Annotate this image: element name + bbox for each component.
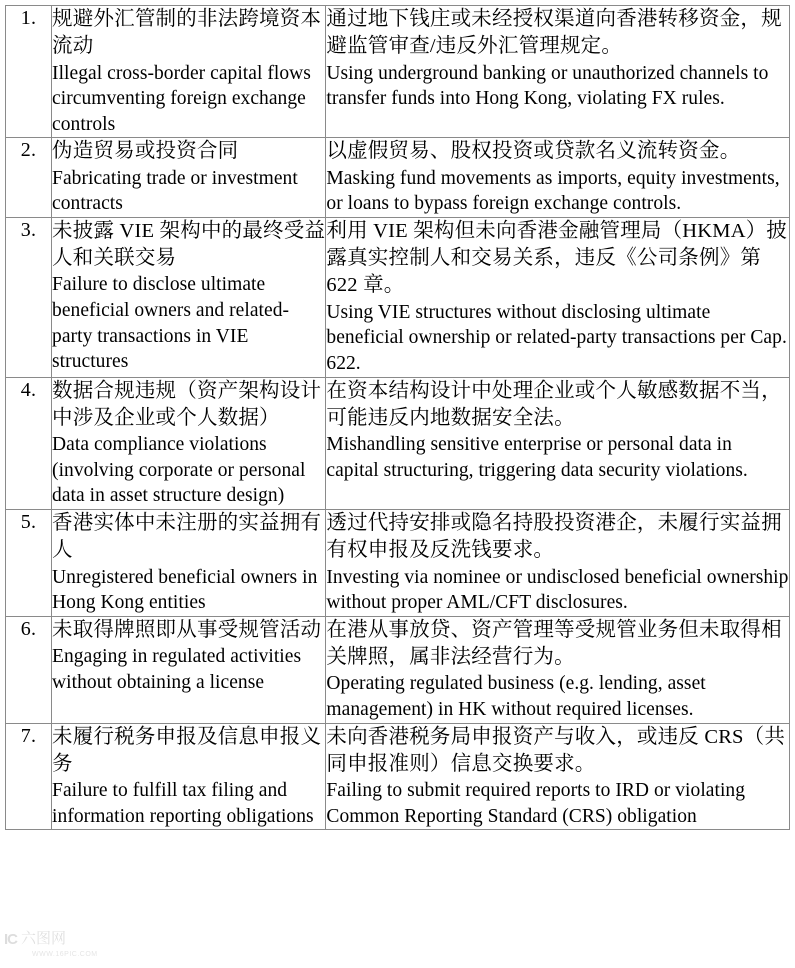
compliance-risk-table (5, 5, 794, 830)
table-body (6, 6, 794, 830)
description-chinese: 以虚假贸易、股权投资或贷款名义流转资金。 (326, 140, 741, 163)
description-cell (326, 616, 790, 723)
row-number-cell (6, 616, 52, 723)
risk-item-chinese: 未取得牌照即从事受规管活动 (52, 618, 322, 641)
row-number-cell (6, 723, 52, 830)
risk-item-chinese: 数据合规违规（资产架构设计中涉及企业或个人数据） (52, 379, 322, 429)
risk-table-container (5, 5, 794, 830)
description-chinese: 利用 VIE 架构但未向香港金融管理局（HKMA）披露真实控制人和交易关系，违反《公司条例》第 622 章。 (326, 219, 788, 297)
description-chinese: 通过地下钱庄或未经授权渠道向香港转移资金，规避监管审查/违反外汇管理规定。 (326, 8, 782, 58)
risk-item-cell (52, 510, 326, 617)
table-row (6, 510, 790, 617)
risk-item-chinese: 规避外汇管制的非法跨境资本流动 (52, 8, 322, 58)
description-cell (326, 6, 790, 138)
row-number-cell (6, 217, 52, 377)
description-chinese: 未向香港税务局申报资产与收入，或违反 CRS（共同申报准则）信息交换要求。 (326, 725, 786, 775)
row-number: 4. (20, 378, 37, 401)
risk-item-cell (52, 377, 326, 509)
risk-item-english: Failure to disclose ultimate beneficial owners and related-party transactions in VIE structures (52, 274, 290, 373)
row-number: 3. (20, 218, 37, 241)
row-number-cell (6, 377, 52, 509)
row-number-cell (6, 138, 52, 218)
watermark-site-url: WWW.16PIC.COM (32, 951, 98, 958)
row-number: 2. (20, 139, 37, 162)
risk-item-cell (52, 217, 326, 377)
description-english: Using VIE structures without disclosing ultimate beneficial ownership or related-party transactions per Cap. 622. (326, 301, 792, 374)
description-chinese: 在资本结构设计中处理企业或个人敏感数据不当，可能违反内地数据安全法。 (326, 379, 782, 429)
watermark-logo-icon: IC (4, 930, 17, 948)
watermark-site-name: 六图网 (21, 930, 67, 947)
table-row (6, 217, 790, 377)
risk-item-english: Fabricating trade or investment contracts (52, 167, 303, 215)
description-cell (326, 723, 790, 830)
row-number-cell (6, 6, 52, 138)
description-english: Failing to submit required reports to IRD or violating Common Reporting Standard (CRS) obligation (326, 780, 750, 827)
description-english: Mishandling sensitive enterprise or personal data in capital structuring, triggering data security violations. (326, 434, 748, 481)
table-row (6, 377, 790, 509)
table-row (6, 138, 790, 218)
description-english: Masking fund movements as imports, equity investments, or loans to bypass foreign exchange controls. (326, 167, 785, 215)
description-english: Operating regulated business (e.g. lending, asset management) in HK without required licenses. (326, 673, 711, 720)
description-english: Investing via nominee or undisclosed beneficial ownership without proper AML/CFT disclosures. (326, 566, 794, 614)
risk-item-english: Engaging in regulated activities without obtaining a license (52, 646, 307, 693)
risk-item-chinese: 未履行税务申报及信息申报义务 (52, 725, 322, 775)
risk-item-chinese: 香港实体中未注册的实益拥有人 (52, 512, 322, 562)
risk-item-chinese: 伪造贸易或投资合同 (52, 140, 239, 163)
row-number: 1. (20, 7, 37, 29)
risk-item-cell (52, 138, 326, 218)
risk-item-english: Illegal cross-border capital flows circumventing foreign exchange controls (52, 62, 316, 135)
description-chinese: 在港从事放贷、资产管理等受规管业务但未取得相关牌照，属非法经营行为。 (326, 618, 782, 669)
risk-item-english: Failure to fulfill tax filing and information reporting obligations (52, 780, 314, 827)
table-row (6, 723, 790, 830)
description-chinese: 透过代持安排或隐名持股投资港企，未履行实益拥有权申报及反洗钱要求。 (326, 512, 782, 562)
description-english: Using underground banking or unauthorized channels to transfer funds into Hong Kong, violating FX rules. (326, 62, 774, 110)
risk-item-english: Data compliance violations (involving corporate or personal data in asset structure design) (52, 434, 311, 507)
risk-item-cell (52, 6, 326, 138)
description-cell (326, 138, 790, 218)
risk-item-cell (52, 723, 326, 830)
description-cell (326, 217, 790, 377)
description-cell (326, 377, 790, 509)
risk-item-chinese: 未披露 VIE 架构中的最终受益人和关联交易 (52, 219, 326, 270)
row-number: 5. (20, 511, 37, 534)
risk-item-cell (52, 616, 326, 723)
risk-item-english: Unregistered beneficial owners in Hong Kong entities (52, 566, 323, 614)
watermark-row (4, 928, 126, 950)
row-number: 6. (20, 617, 37, 640)
watermark (4, 928, 126, 962)
row-number-cell (6, 510, 52, 617)
table-row (6, 6, 790, 138)
table-row (6, 616, 790, 723)
description-cell (326, 510, 794, 617)
row-number: 7. (20, 724, 37, 747)
